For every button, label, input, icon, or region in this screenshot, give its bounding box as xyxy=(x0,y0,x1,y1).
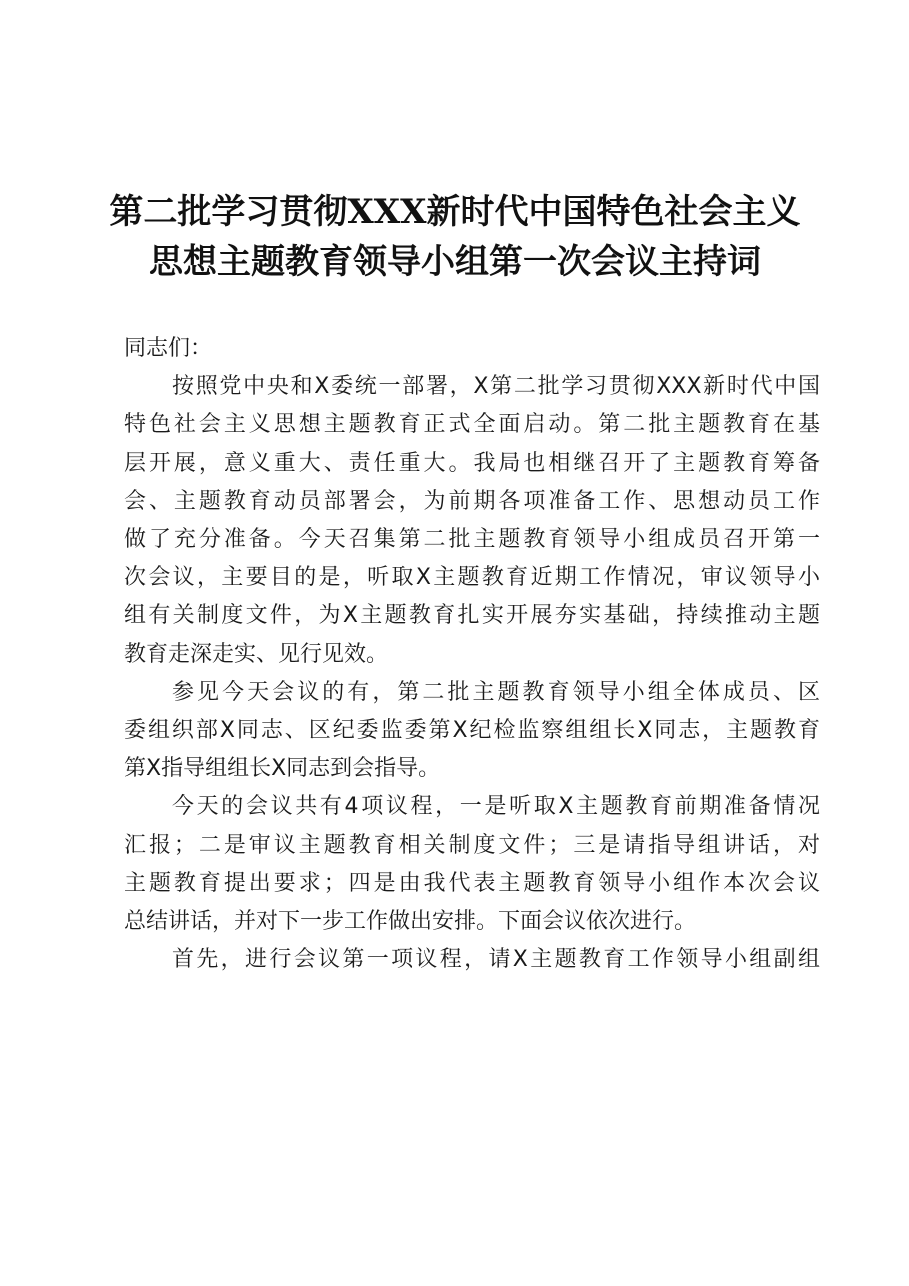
paragraph-line: 按照党中央和X委统一部署，X第二批学习贯彻XXX新时代中国 xyxy=(172,374,820,400)
document-title xyxy=(95,187,815,287)
paragraph-line: 主题教育提出要求；四是由我代表主题教育领导小组作本次会议 xyxy=(124,870,820,896)
paragraph-line: 教育走深走实、见行见效。 xyxy=(124,641,389,667)
paragraph xyxy=(124,941,824,979)
paragraph-line: 首先，进行会议第一项议程，请X主题教育工作领导小组副组 xyxy=(172,947,820,973)
paragraph-line: 次会议，主要目的是，听取X主题教育近期工作情况，审议领导小 xyxy=(124,565,820,591)
paragraph-line: 会、主题教育动员部署会，为前期各项准备工作、思想动员工作 xyxy=(124,488,820,514)
paragraph xyxy=(124,788,824,941)
paragraph-line: 今天的会议共有4项议程，一是听取X主题教育前期准备情况 xyxy=(172,794,820,820)
paragraph-line: 做了充分准备。今天召集第二批主题教育领导小组成员召开第一 xyxy=(124,527,820,553)
paragraph-line: 汇报；二是审议主题教育相关制度文件；三是请指导组讲话，对 xyxy=(124,832,820,858)
paragraph xyxy=(124,368,824,674)
paragraph-line: 总结讲话，并对下一步工作做出安排。下面会议依次进行。 xyxy=(124,909,697,935)
document-body xyxy=(124,330,824,979)
paragraph-line: 委组织部X同志、区纪委监委第X纪检监察组组长X同志，主题教育 xyxy=(124,718,820,744)
salutation: 同志们： xyxy=(124,336,213,361)
title-line: 思想主题教育领导小组第一次会议主持词 xyxy=(149,242,761,282)
paragraph-line: 层开展，意义重大、责任重大。我局也相继召开了主题教育筹备 xyxy=(124,450,820,476)
paragraph-line: 组有关制度文件，为X主题教育扎实开展夯实基础，持续推动主题 xyxy=(124,603,820,629)
paragraph-line: 第X指导组组长X同志到会指导。 xyxy=(124,756,441,782)
paragraph-line: 参见今天会议的有，第二批主题教育领导小组全体成员、区 xyxy=(172,679,820,705)
paragraph xyxy=(124,674,824,789)
paragraph-line: 特色社会主义思想主题教育正式全面启动。第二批主题教育在基 xyxy=(124,412,820,438)
title-line: 第二批学习贯彻XXX新时代中国特色社会主义 xyxy=(109,192,801,232)
